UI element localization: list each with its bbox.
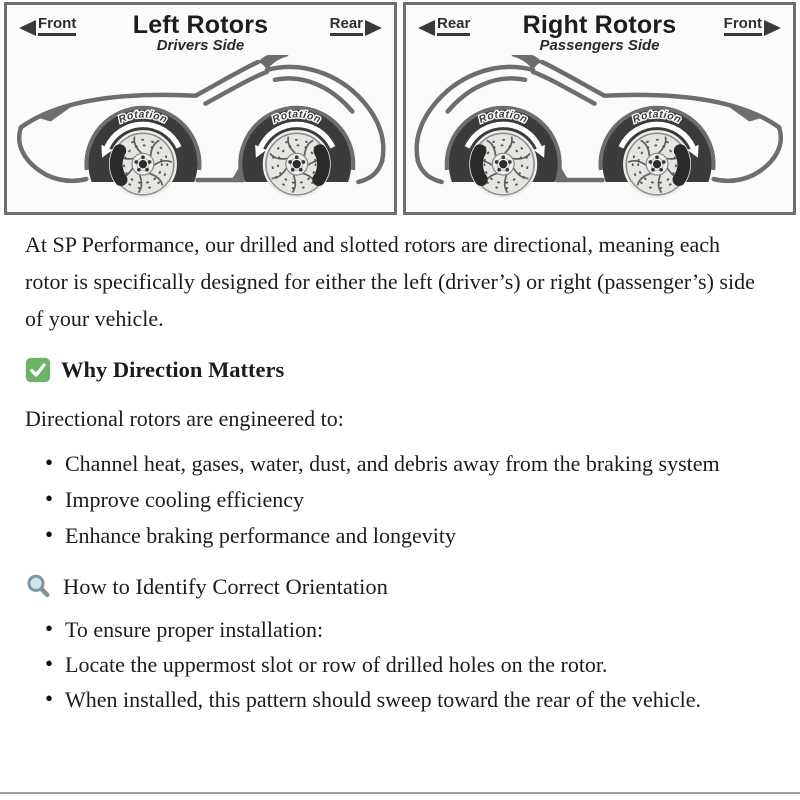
rotation-label: Rotation — [477, 109, 530, 126]
magnifying-glass-icon — [25, 573, 53, 601]
rotation-label: Rotation — [631, 109, 683, 126]
intro-paragraph: At SP Performance, our drilled and slotted rotors are directional, meaning each rotor is specifically designed for either the left (driver’s) or right (passenger’s) side of your vehicle. — [25, 232, 755, 331]
panel-subtitle: Passengers Side — [539, 37, 660, 54]
article-body — [0, 215, 800, 717]
panel-subtitle: Drivers Side — [156, 37, 245, 54]
list-item: • Enhance braking performance and longevity — [45, 518, 762, 554]
benefits-list — [25, 446, 762, 554]
right-rotors-panel — [403, 2, 796, 215]
list-item: • Improve cooling efficiency — [45, 482, 762, 518]
engineered-to-lead: Directional rotors are engineered to: — [25, 406, 344, 431]
list-item: • Channel heat, gases, water, dust, and debris away from the braking system — [45, 446, 762, 482]
panel-title: Right Rotors — [522, 11, 677, 39]
list-item: • To ensure proper installation: — [45, 612, 762, 647]
brake-caliper — [476, 151, 481, 180]
arrow-left-icon — [418, 20, 435, 36]
front-direction-indicator — [724, 15, 781, 36]
car-illustration-passenger-side — [406, 55, 793, 212]
rotor-diagram — [0, 0, 800, 215]
rotation-label: Rotation — [117, 109, 169, 126]
brake-rotor — [624, 131, 689, 196]
right-panel-header — [406, 5, 793, 55]
list-item: • When installed, this pattern should sweep toward the rear of the vehicle. — [45, 682, 762, 717]
hood-accent — [722, 102, 764, 122]
left-rotors-panel — [4, 2, 397, 215]
direction-label: Front — [724, 15, 762, 36]
rear-direction-indicator — [418, 15, 470, 36]
left-panel-header — [7, 5, 394, 55]
brake-rotor — [110, 131, 175, 196]
check-mark-icon — [25, 357, 51, 383]
arrow-left-icon — [19, 20, 36, 36]
arrow-right-icon — [764, 20, 781, 36]
list-item: • Locate the uppermost slot or row of drilled holes on the rotor. — [45, 647, 762, 682]
brake-rotor — [264, 131, 329, 196]
brake-rotor — [471, 131, 536, 196]
car-illustration-driver-side — [7, 55, 394, 212]
identify-orientation-heading — [25, 572, 762, 602]
brake-caliper — [116, 151, 121, 180]
heading-text: How to Identify Correct Orientation — [63, 574, 388, 599]
direction-label: Rear — [437, 15, 470, 36]
why-direction-matters-heading — [25, 355, 762, 385]
rear-direction-indicator — [330, 15, 382, 36]
heading-text: Why Direction Matters — [61, 357, 285, 382]
bottom-divider — [0, 792, 800, 794]
panel-title: Left Rotors — [132, 11, 269, 39]
hood-accent — [37, 102, 79, 122]
rotation-label: Rotation — [270, 109, 323, 126]
front-direction-indicator — [19, 15, 76, 36]
arrow-right-icon — [365, 20, 382, 36]
direction-label: Front — [38, 15, 76, 36]
brake-caliper — [319, 151, 324, 180]
direction-label: Rear — [330, 15, 363, 36]
installation-steps-list — [25, 612, 762, 717]
brake-caliper — [679, 151, 684, 180]
